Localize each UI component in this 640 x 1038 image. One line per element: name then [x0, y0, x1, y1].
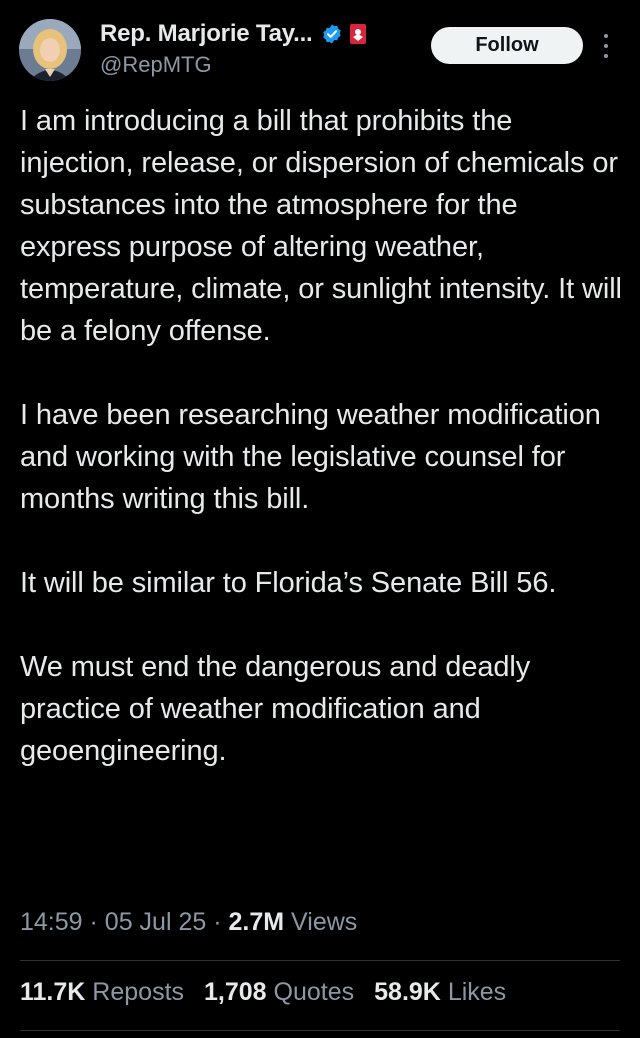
quotes-label: Quotes [273, 978, 355, 1006]
author-name-row [100, 18, 367, 50]
reposts-label: Reposts [92, 978, 185, 1006]
tweet-paragraph: We must end the dangerous and deadly practice of weather modification and geoengineering. [20, 651, 531, 767]
tweet-meta [20, 908, 357, 937]
meta-separator: · [89, 908, 98, 936]
views-label: Views [291, 908, 358, 936]
verified-badge-icon [321, 23, 343, 45]
quotes-stat[interactable] [204, 978, 354, 1007]
divider [20, 1030, 620, 1031]
engagement-stats [20, 978, 526, 1007]
display-name[interactable]: Rep. Marjorie Tay... [100, 20, 313, 47]
more-dot [604, 44, 608, 48]
us-house-flag-icon [349, 23, 367, 45]
tweet-date[interactable]: 05 Jul 25 [104, 908, 207, 936]
tweet-paragraph: I have been researching weather modification and working with the legislative counsel for months writing this bill. [20, 399, 601, 515]
meta-separator: · [213, 908, 222, 936]
reposts-count: 11.7K [20, 978, 86, 1006]
tweet-paragraph: It will be similar to Florida’s Senate Bill 56. [20, 567, 557, 599]
more-options-icon[interactable] [600, 34, 612, 58]
more-dot [604, 54, 608, 58]
more-dot [604, 34, 608, 38]
quotes-count: 1,708 [204, 978, 267, 1006]
profile-photo [19, 19, 81, 81]
follow-button[interactable]: Follow [431, 27, 583, 64]
author-handle[interactable]: @RepMTG [100, 52, 212, 77]
likes-label: Likes [447, 978, 507, 1006]
avatar[interactable] [19, 19, 81, 81]
tweet-paragraph: I am introducing a bill that prohibits the injection, release, or dispersion of chemicals or substances into the atmosphere for the express purpose of altering weather, temperature, climate, or sunlight intensity. It will be a felony offense. [20, 105, 622, 347]
views-count: 2.7M [228, 908, 285, 936]
tweet-time[interactable]: 14:59 [20, 908, 83, 936]
likes-stat[interactable] [374, 978, 506, 1007]
reposts-stat[interactable] [20, 978, 184, 1007]
likes-count: 58.9K [374, 978, 441, 1006]
divider [20, 960, 620, 961]
tweet-text [20, 100, 625, 772]
